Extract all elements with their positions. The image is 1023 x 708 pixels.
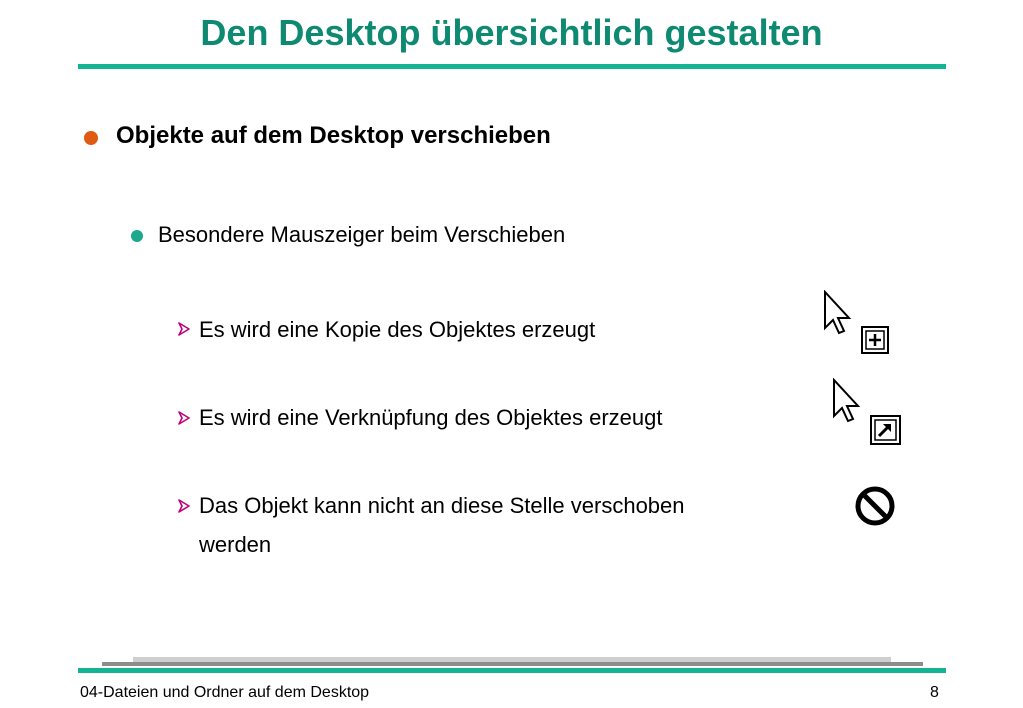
bullet-dot-level1 (84, 131, 98, 145)
footer-divider (78, 668, 946, 673)
arrow-bullet-icon (178, 322, 190, 336)
bullet-dot-level2 (131, 230, 143, 242)
item-nodrop-text-line2: werden (199, 532, 272, 557)
title-divider (78, 64, 946, 69)
slide-title: Den Desktop übersichtlich gestalten (200, 12, 823, 53)
item-copy-text: Es wird eine Kopie des Objektes erzeugt (199, 317, 596, 342)
no-drop-cursor-icon (853, 484, 897, 528)
arrow-bullet-icon (178, 499, 190, 513)
item-shortcut-text: Es wird eine Verknüpfung des Objektes erzeugt (199, 405, 663, 430)
copy-cursor-icon (822, 290, 892, 356)
footer-title: 04-Dateien und Ordner auf dem Desktop (80, 684, 370, 701)
shortcut-cursor-icon (831, 378, 903, 448)
footer-gray-line (102, 662, 923, 666)
item-nodrop-text-line1: Das Objekt kann nicht an diese Stelle verschoben (199, 493, 685, 518)
page-number: 8 (930, 684, 939, 701)
bullet-level1-text: Objekte auf dem Desktop verschieben (116, 122, 551, 149)
bullet-level2-text: Besondere Mauszeiger beim Verschieben (158, 222, 566, 247)
arrow-bullet-icon (178, 411, 190, 425)
